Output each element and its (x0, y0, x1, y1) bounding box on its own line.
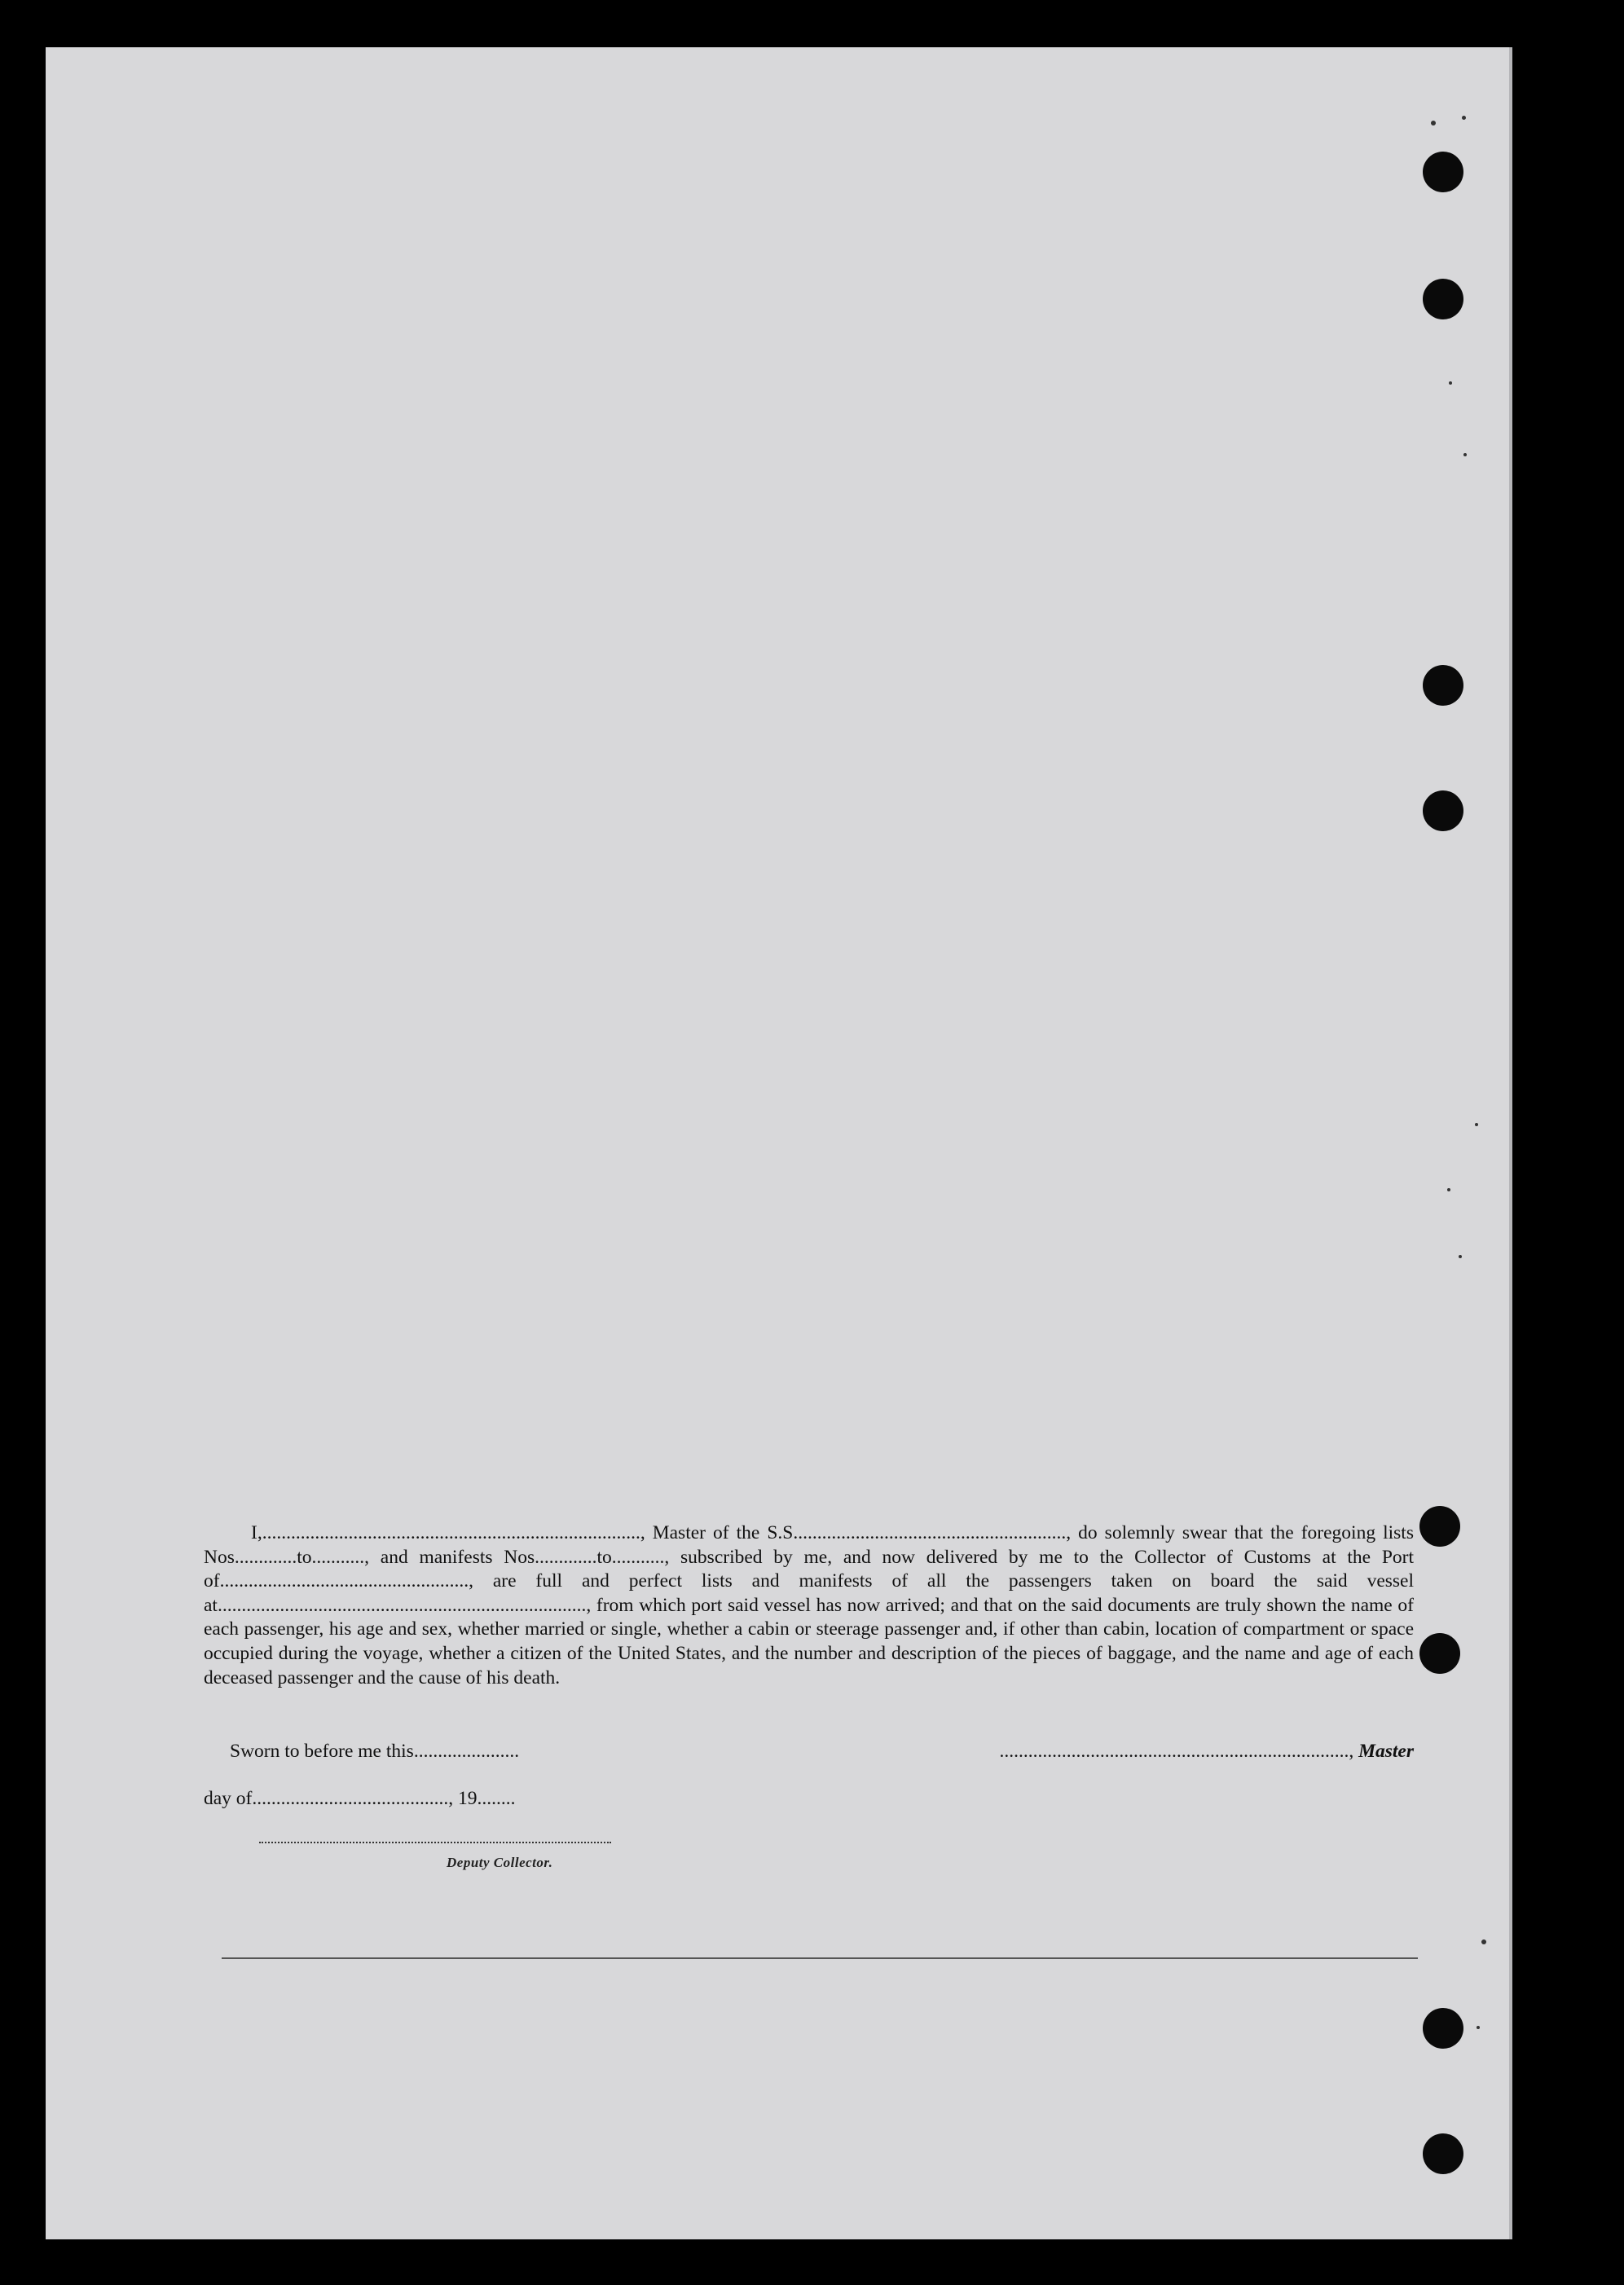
binder-hole (1423, 152, 1463, 192)
binder-hole (1423, 790, 1463, 831)
scan-speck (1475, 1123, 1478, 1126)
scan-speck (1477, 2026, 1480, 2029)
master-label: Master (1358, 1741, 1414, 1762)
binder-hole (1423, 279, 1463, 319)
deputy-collector-label: Deputy Collector. (447, 1855, 553, 1870)
form-page (46, 47, 1512, 2239)
scan-speck (1431, 121, 1436, 125)
scan-speck (1462, 116, 1466, 120)
master-signature-line (921, 1741, 1414, 1763)
binder-hole (1419, 1633, 1460, 1674)
deputy-signature-line (259, 1842, 611, 1843)
binder-hole (1423, 2008, 1463, 2049)
sworn-line: Sworn to before me this...................... (230, 1741, 520, 1762)
scan-speck (1447, 1188, 1450, 1191)
binder-hole (1423, 665, 1463, 706)
scan-speck (1463, 453, 1467, 456)
scan-speck (1449, 381, 1452, 385)
bottom-rule (222, 1957, 1418, 1959)
date-line: day of........................................., 19........ (204, 1788, 516, 1809)
scan-speck (1481, 1939, 1486, 1944)
binder-hole (1423, 2133, 1463, 2174)
oath-text: I,..............................................................................., Master of the S.S........................................................., do solemnly swear that the foregoing lists Nos.............to..........., and manifests Nos.............to..........., subscribed by me, and now delivered by me to the Collector of Customs at the Port of...................................................., are full and perfect lists and manifests of all the passengers taken on board the said vessel at............................................................................., from which port said vessel has now arrived; and that on the said documents are truly shown the name of each passenger, his age and sex, whether married or single, whether a cabin or steerage passenger and, if other than cabin, location of compartment or space occupied during the voyage, whether a citizen of the United States, and the number and description of the pieces of baggage, and the name and age of each deceased passenger and the cause of his death. (204, 1522, 1414, 1688)
scan-speck (1459, 1255, 1462, 1258)
oath-paragraph (204, 1521, 1414, 1690)
master-signature-dots: ........................................................................., (999, 1741, 1354, 1762)
binder-hole (1419, 1506, 1460, 1547)
